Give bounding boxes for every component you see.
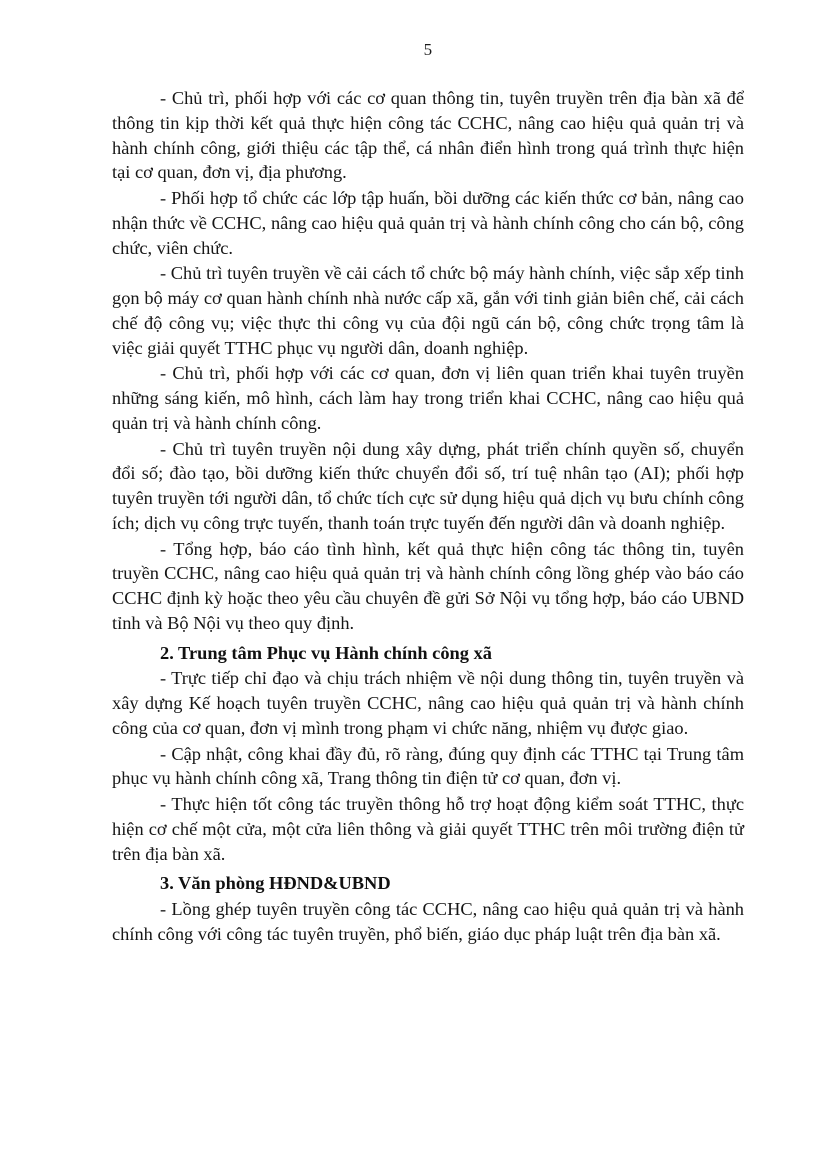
paragraph: - Chủ trì tuyên truyền nội dung xây dựng, phát triển chính quyền số, chuyển đổi số; đào tạo, bồi dưỡng kiến thức chuyển đổi số, trí tuệ nhân tạo (AI); phối hợp tuyên truyền tới người dân, tổ chức tích cực sử dụng hiệu quả dịch vụ bưu chính công ích; dịch vụ công trực tuyến, thanh toán trực tuyến đến người dân và doanh nghiệp. — [112, 438, 744, 533]
paragraph: - Tổng hợp, báo cáo tình hình, kết quả thực hiện công tác thông tin, tuyên truyền CCHC, nâng cao hiệu quả quản trị và hành chính công lồng ghép vào báo cáo CCHC định kỳ hoặc theo yêu cầu chuyên đề gửi Sở Nội vụ tổng hợp, báo cáo UBND tỉnh và Bộ Nội vụ theo quy định. — [112, 538, 744, 633]
paragraph: - Cập nhật, công khai đầy đủ, rõ ràng, đúng quy định các TTHC tại Trung tâm phục vụ hành chính công xã, Trang thông tin điện tử cơ quan, đơn vị. — [112, 743, 744, 789]
paragraph: - Lồng ghép tuyên truyền công tác CCHC, nâng cao hiệu quả quản trị và hành chính công với công tác tuyên truyền, phổ biến, giáo dục pháp luật trên địa bàn xã. — [112, 899, 744, 944]
paragraph: - Chủ trì tuyên truyền về cải cách tổ chức bộ máy hành chính, việc sắp xếp tinh gọn bộ máy cơ quan hành chính nhà nước cấp xã, gắn với tinh giản biên chế, cải cách chế độ công vụ; việc thực thi công vụ của đội ngũ cán bộ, công chức trọng tâm là việc giải quyết TTHC phục vụ người dân, doanh nghiệp. — [112, 263, 744, 358]
section-heading: 3. Văn phòng HĐND&UBND — [160, 873, 391, 894]
page-content — [112, 40, 744, 948]
paragraph: - Thực hiện tốt công tác truyền thông hỗ trợ hoạt động kiểm soát TTHC, thực hiện cơ chế một cửa, một cửa liên thông và giải quyết TTHC trên môi trường điện tử trên địa bàn xã. — [112, 794, 744, 864]
paragraph: - Chủ trì, phối hợp với các cơ quan, đơn vị liên quan triển khai tuyên truyền những sáng kiến, mô hình, cách làm hay trong triển khai CCHC, nâng cao hiệu quả quản trị và hành chính công. — [112, 363, 744, 433]
page-number: 5 — [423, 40, 433, 59]
paragraph: - Chủ trì, phối hợp với các cơ quan thông tin, tuyên truyền trên địa bàn xã để thông tin kịp thời kết quả thực hiện công tác CCHC, nâng cao hiệu quả quản trị và hành chính công, giới thiệu các tập thể, cá nhân điển hình trong quá trình thực hiện tại cơ quan, đơn vị, địa phương. — [112, 88, 744, 183]
paragraph: - Trực tiếp chỉ đạo và chịu trách nhiệm về nội dung thông tin, tuyên truyền và xây dựng Kế hoạch tuyên truyền CCHC, nâng cao hiệu quả quản trị và hành chính công của cơ quan, đơn vị mình trong phạm vi chức năng, nhiệm vụ được giao. — [112, 668, 744, 738]
paragraph: - Phối hợp tổ chức các lớp tập huấn, bồi dưỡng các kiến thức cơ bản, nâng cao nhận thức về CCHC, nâng cao hiệu quả quản trị và hành chính công cho cán bộ, công chức, viên chức. — [112, 188, 744, 258]
section-heading: 2. Trung tâm Phục vụ Hành chính công xã — [160, 642, 492, 663]
